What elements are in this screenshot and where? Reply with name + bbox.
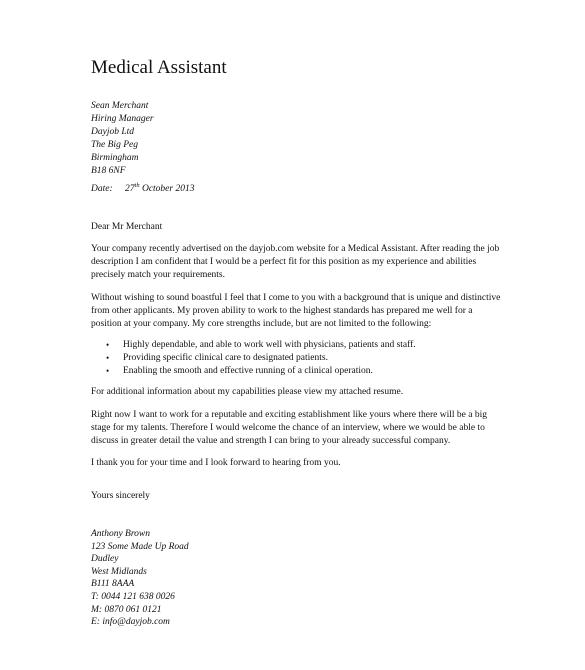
list-item: [106, 352, 501, 365]
recipient-company: Dayjob Ltd: [91, 127, 135, 137]
sender-county: West Midlands: [91, 566, 147, 577]
sender-mobile: M: 0870 061 0121: [91, 604, 162, 615]
salutation: Dear Mr Merchant: [91, 222, 163, 232]
sender-street: 123 Some Made Up Road: [91, 541, 189, 552]
sender-telephone: T: 0044 121 638 0026: [91, 591, 175, 602]
list-item: [106, 365, 501, 378]
list-item-text: Highly dependable, and able to work well with physicians, patients and staff.: [123, 340, 416, 350]
sender-address-block: [91, 528, 189, 629]
letter-date: [91, 183, 194, 196]
paragraph-interview: Right now I want to work for a reputable and exciting establishment like yours where there will be a big stage for my talents. Therefore I would welcome the chance of an interview, where we would be able to discuss in greater detail the value and strength I can bring to your already successful company.: [91, 410, 487, 447]
document-title: Medical Assistant: [91, 57, 227, 78]
sender-town: Dudley: [91, 554, 119, 565]
list-item: [106, 339, 501, 352]
paragraph-intro: Your company recently advertised on the dayjob.com website for a Medical Assistant. After reading the job description I am confident that I would be a perfect fit for this position as my experience and abilities precisely match your requirements.: [91, 244, 500, 281]
sender-postcode: B111 8AAA: [91, 579, 135, 590]
list-item-text: Enabling the smooth and effective running of a clinical operation.: [123, 366, 373, 377]
date-month-year: October 2013: [141, 184, 195, 194]
paragraph-resume: For additional information about my capabilities please view my attached resume.: [91, 387, 404, 397]
recipient-postcode: B18 6NF: [91, 166, 126, 176]
recipient-city: Birmingham: [91, 153, 139, 163]
recipient-role: Hiring Manager: [91, 114, 154, 124]
date-day: 27: [125, 184, 135, 194]
bullet-icon: •: [106, 353, 110, 364]
sender-name: Anthony Brown: [91, 529, 151, 539]
bullet-icon: •: [106, 366, 110, 377]
recipient-name: Sean Merchant: [91, 101, 149, 111]
list-item-text: Providing specific clinical care to designated patients.: [123, 353, 328, 364]
closing: Yours sincerely: [91, 491, 150, 501]
recipient-address-block: [91, 100, 154, 178]
paragraph-background: Without wishing to sound boastful I feel that I come to you with a background that is unique and distinctive from other applicants. My proven ability to work to the highest standards has prepared me well for a position at your company. My core strengths include, but are not limited to the following:: [91, 293, 501, 330]
date-label: Date:: [91, 184, 113, 194]
recipient-street: The Big Peg: [91, 140, 138, 150]
sender-email: E: info@dayjob.com: [91, 617, 170, 628]
bullet-icon: •: [106, 340, 110, 350]
date-day-suffix: th: [134, 182, 140, 189]
paragraph-thanks: I thank you for your time and I look forward to hearing from you.: [91, 458, 341, 468]
strengths-list: [106, 339, 501, 379]
